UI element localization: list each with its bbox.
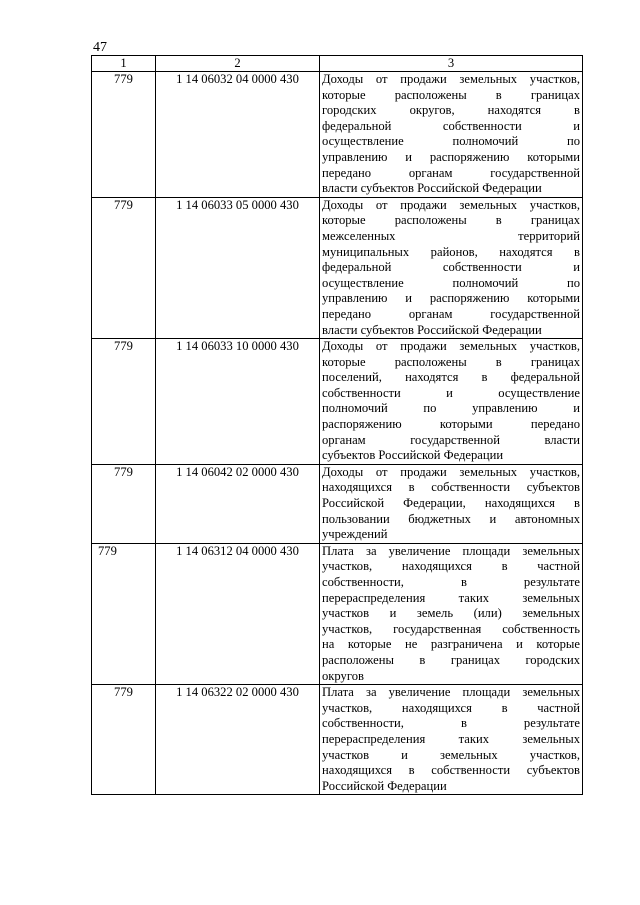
table-row: [92, 72, 583, 198]
description-line: федеральной собственности и: [322, 260, 580, 275]
description-line: участков и земельных участков,: [322, 747, 580, 762]
column-header-2: 2: [156, 56, 320, 72]
description-line: находящихся в собственности субъектов: [322, 480, 580, 495]
description-line: власти субъектов Российской Федерации: [322, 181, 542, 196]
description-line: Российской Федерации, находящихся в: [322, 496, 580, 511]
description-line: осуществление полномочий по: [322, 275, 580, 290]
description-line: осуществление полномочий по: [322, 134, 580, 149]
budget-code-table: [91, 55, 583, 795]
description-line: муниципальных районов, находятся в: [322, 244, 580, 259]
table-row: [92, 464, 583, 543]
description-line: поселений, находятся в федеральной: [322, 370, 580, 385]
description-line: участков, находящихся в частной: [322, 559, 580, 574]
description-line: субъектов Российской Федерации: [322, 448, 504, 463]
description-line: управлению и распоряжению которыми: [322, 149, 580, 164]
description-cell: [320, 339, 583, 465]
description-line: участков, государственная собственность: [322, 621, 580, 636]
admin-code-cell: 779: [92, 72, 156, 198]
table-row: [92, 197, 583, 338]
column-header-3: 3: [320, 56, 583, 72]
description-line: Доходы от продажи земельных участков,: [322, 197, 580, 212]
description-line: Плата за увеличение площади земельных: [322, 543, 580, 558]
description-line: органам государственной власти: [322, 432, 580, 447]
description-line: Доходы от продажи земельных участков,: [322, 464, 580, 479]
description-cell: [320, 685, 583, 795]
budget-code-cell: 1 14 06042 02 0000 430: [156, 464, 320, 543]
budget-code-cell: 1 14 06033 10 0000 430: [156, 339, 320, 465]
budget-code-cell: 1 14 06312 04 0000 430: [156, 543, 320, 684]
description-line: округов: [322, 668, 364, 683]
description-line: которые расположены в границах: [322, 213, 580, 228]
description-line: управлению и распоряжению которыми: [322, 291, 580, 306]
description-line: передано органам государственной: [322, 165, 580, 180]
description-line: собственности и осуществление: [322, 385, 580, 400]
description-line: городских округов, находятся в: [322, 103, 580, 118]
description-line: межселенных территорий: [322, 228, 580, 243]
column-header-1: 1: [92, 56, 156, 72]
description-line: собственности, в результате: [322, 575, 580, 589]
description-cell: [320, 72, 583, 198]
description-line: Российской Федерации: [322, 778, 447, 793]
description-line: учреждений: [322, 527, 388, 542]
admin-code-cell: 779: [92, 197, 156, 338]
description-line: перераспределения таких земельных: [322, 731, 580, 746]
description-cell: [320, 464, 583, 543]
description-line: на которые не разграничена и которые: [322, 637, 580, 652]
admin-code-cell: 779: [92, 339, 156, 465]
description-line: собственности, в результате: [322, 716, 580, 731]
table-row: [92, 339, 583, 465]
description-line: участков, находящихся в частной: [322, 700, 580, 715]
budget-code-cell: 1 14 06032 04 0000 430: [156, 72, 320, 198]
admin-code-cell: 779: [92, 543, 156, 684]
admin-code-cell: 779: [92, 464, 156, 543]
description-line: Плата за увеличение площади земельных: [322, 685, 580, 700]
description-line: находящихся в собственности субъектов: [322, 763, 580, 778]
budget-code-cell: 1 14 06033 05 0000 430: [156, 197, 320, 338]
page-number: 47: [93, 40, 107, 55]
table-row: [92, 543, 583, 684]
admin-code-cell: 779: [92, 685, 156, 795]
description-line: которые расположены в границах: [322, 87, 580, 102]
description-line: перераспределения таких земельных: [322, 590, 580, 605]
description-line: Доходы от продажи земельных участков,: [322, 72, 580, 86]
description-line: которые расположены в границах: [322, 354, 580, 369]
description-line: власти субъектов Российской Федерации: [322, 322, 542, 337]
description-line: распоряжению которыми передано: [322, 417, 580, 432]
description-line: федеральной собственности и: [322, 118, 580, 133]
description-line: Доходы от продажи земельных участков,: [322, 339, 580, 354]
description-line: полномочий по управлению и: [322, 401, 580, 416]
description-line: расположены в границах городских: [322, 652, 580, 667]
description-cell: [320, 197, 583, 338]
table-row: [92, 685, 583, 795]
budget-code-cell: 1 14 06322 02 0000 430: [156, 685, 320, 795]
table-header-row: [92, 56, 583, 72]
description-cell: [320, 543, 583, 684]
description-line: участков и земель (или) земельных: [322, 606, 580, 621]
description-line: передано органам государственной: [322, 306, 580, 321]
description-line: пользовании бюджетных и автономных: [322, 511, 580, 526]
